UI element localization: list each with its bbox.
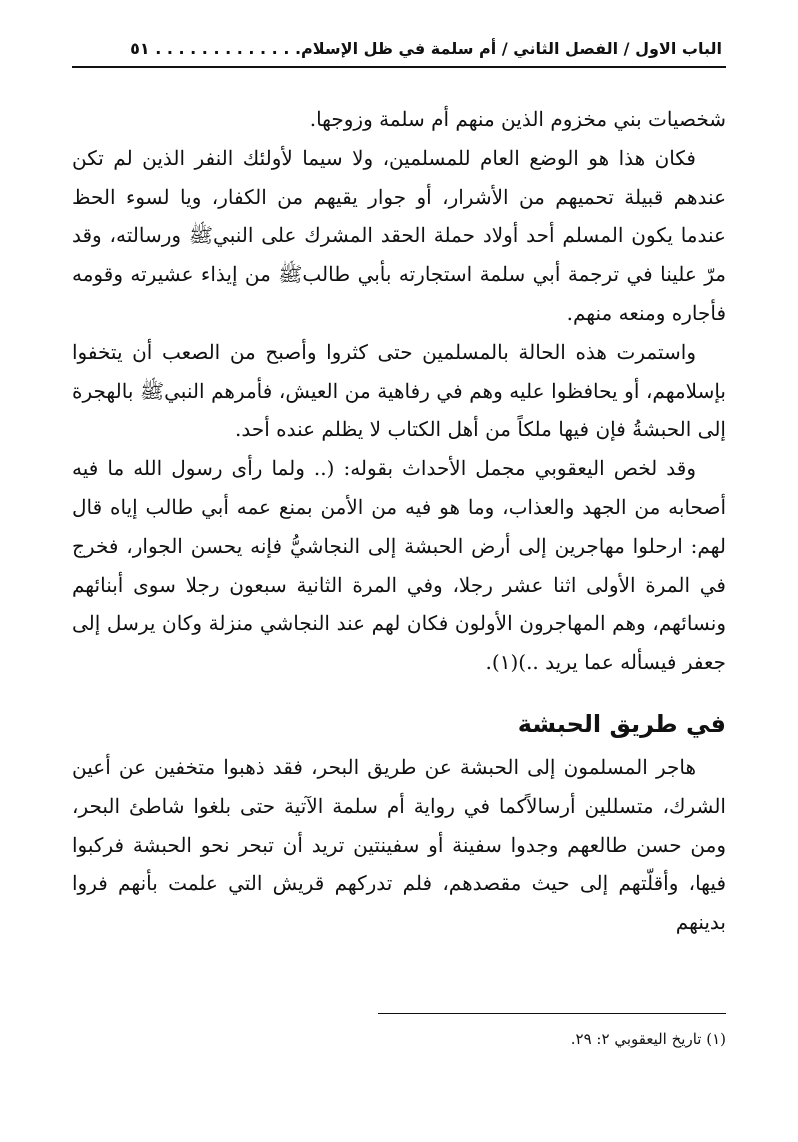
paragraph-4: وقد لخص اليعقوبي مجمل الأحداث بقوله: (.. ولما رأى رسول الله ما فيه أصحابه من الجهد والعذاب، وما هو فيه من الأمن بمنع عمه أبي طالب إياه قال لهم: ارحلوا مهاجرين إلى أرض الحبشة إلى النجاشيُّ فإنه يحسن الجوار، فخرج في المرة الأولى اثنا عشر رجلا، وفي المرة الثانية سبعون رجلا سوى أبنائهم ونسائهم، وهم المهاجرون الأولون فكان لهم عند النجاشي منزلة وكان يرسل إلى جعفر فيسأله عما يريد ..)(١). — [72, 456, 726, 675]
running-header: الباب الاول / الفصل الثاني / أم سلمة في ظل الإسلام. . . . . . . . . . . . . ٥١ — [130, 39, 722, 58]
footnote: (١) تاريخ اليعقوبي ٢: ٢٩. — [570, 1030, 726, 1048]
footnote-rule — [378, 1013, 726, 1014]
paragraph-3: واستمرت هذه الحالة بالمسلمين حتى كثروا وأصبح من الصعب أن يتخفوا بإسلامهم، أو يحافظوا عليه وهم في رفاهية من العيش، فأمرهم النبيﷺ بالهجرة إلى الحبشةُ فإن فيها ملكاً من أهل الكتاب لا يظلم عنده أحد. — [72, 339, 726, 442]
body-text — [72, 100, 726, 942]
paragraph-1: شخصيات بني مخزوم الذين منهم أم سلمة وزوجها. — [309, 107, 726, 131]
paragraph-2: فكان هذا هو الوضع العام للمسلمين، ولا سيما لأولئك النفر الذين لم تكن عندهم قبيلة تحميهم من الأشرار، أو جوار يقيهم من الكفار، ويا لسوء الحظ عندما يكون المسلم أحد أولاد حملة الحقد المشرك على النبيﷺ ورسالته، وقد مرّ علينا في ترجمة أبي سلمة استجارته بأبي طالبﷺ من إيذاء عشيرته وقومه فأجاره ومنعه منهم. — [72, 145, 726, 325]
section-heading: في طريق الحبشة — [517, 709, 726, 738]
header-rule — [72, 66, 726, 68]
section-paragraph: هاجر المسلمون إلى الحبشة عن طريق البحر، فقد ذهبوا متخفين عن أعين الشرك، متسللين أرسالاًكما في رواية أم سلمة الآتية حتى بلغوا شاطئ البحر، ومن حسن طالعهم وجدوا سفينة أو سفينتين تريد أن تبحر نحو الحبشة فركبوا فيها، وأقلّتهم إلى حيث مقصدهم، فلم تدركهم قريش التي علمت بأنهم فروا بدينهم — [72, 754, 726, 935]
